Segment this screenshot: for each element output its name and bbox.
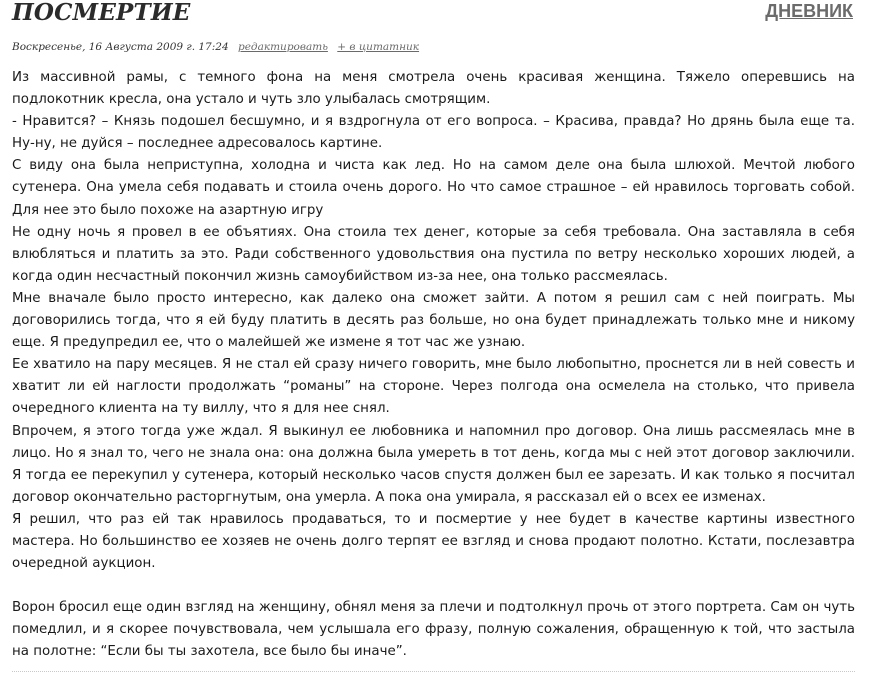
paragraph: Впрочем, я этого тогда уже ждал. Я выкинул ее любовника и напомнил про договор. Она лишь рассмеялась мне в лицо. Но я знал то, чего не знала она: она должна была умереть в тот день, когда мы с ней этот договор заключили. Я тогда ее перекупил у сутенера, который несколько часов спустя должен был ее зарезать. И как только я посчитал договор окончательно расторгнутым, она умерла. А пока она умирала, я рассказал ей о всех ее изменах.: [12, 423, 855, 505]
post-meta: [12, 40, 419, 54]
post-title: ПОСМЕРТИЕ: [12, 0, 191, 26]
post-header: [0, 0, 883, 30]
paragraph: - Нравится? – Князь подошел бесшумно, и я вздрогнула от его вопроса. – Красива, правда? Но дрянь была еще та. Ну-ну, не дуйся – последнее адресовалось картине.: [12, 114, 855, 152]
paragraph: Из массивной рамы, с темного фона на меня смотрела очень красивая женщина. Тяжело оперевшись на подлокотник кресла, она устало и чуть зло улыбалась смотрящим.: [12, 70, 855, 108]
diary-link[interactable]: ДНЕВНИК: [765, 1, 853, 21]
paragraph: Мне вначале было просто интересно, как далеко она сможет зайти. А потом я решил сам с ней поиграть. Мы договорились тогда, что я ей буду платить в десять раз больше, но она будет принадлежать только мне и никому еще. Я предупредил ее, что о малейшей же измене я тот час же узнаю.: [12, 290, 855, 351]
paragraph: Я решил, что раз ей так нравилось продаваться, то и посмертие у нее будет в качестве картины известного мастера. Но большинство ее хозяев не очень долго терпят ее взгляд и снова продают полотно. Кстати, послезавтра очередной аукцион.: [12, 511, 855, 572]
add-to-quotes-link[interactable]: + в цитатник: [337, 41, 420, 53]
paragraph: Ворон бросил еще один взгляд на женщину, обнял меня за плечи и подтолкнул прочь от этого портрета. Сам он чуть помедлил, и я скорее почувствовала, чем услышала его фразу, полную сожаления, обращенную к той, что застыла на полотне: “Если бы ты захотела, все было бы иначе”.: [12, 600, 855, 660]
paragraph: Не одну ночь я провел в ее объятиях. Она стоила тех денег, которые за себя требовала. Она заставляла в себя влюбляться и платить за это. Ради собственного удовольствия она пустила по ветру несколько хороших людей, а когда один несчастный покончил жизнь самоубийством из-за нее, она только рассмеялась.: [12, 224, 855, 284]
post-date: Воскресенье, 16 Августа 2009 г. 17:24: [12, 41, 229, 53]
paragraph: С виду она была неприступна, холодна и чиста как лед. Но на самом деле она была шлюхой. Мечтой любого сутенера. Она умела себя подавать и стоила очень дорого. Но что самое страшное – ей нравилось торговать собой. Для нее это было похоже на азартную игру: [12, 158, 855, 218]
edit-link[interactable]: редактировать: [237, 41, 328, 53]
paragraph: Ее хватило на пару месяцев. Я не стал ей сразу ничего говорить, мне было любопытно, проснется ли в ней совесть и хватит ли ей наглости продолжать “романы” на стороне. Через полгода она осмелела на столько, что привела очередного клиента на ту виллу, что я для нее снял.: [12, 357, 855, 417]
blank-line: [12, 575, 855, 597]
divider: [12, 671, 855, 672]
post-body: [12, 67, 855, 664]
